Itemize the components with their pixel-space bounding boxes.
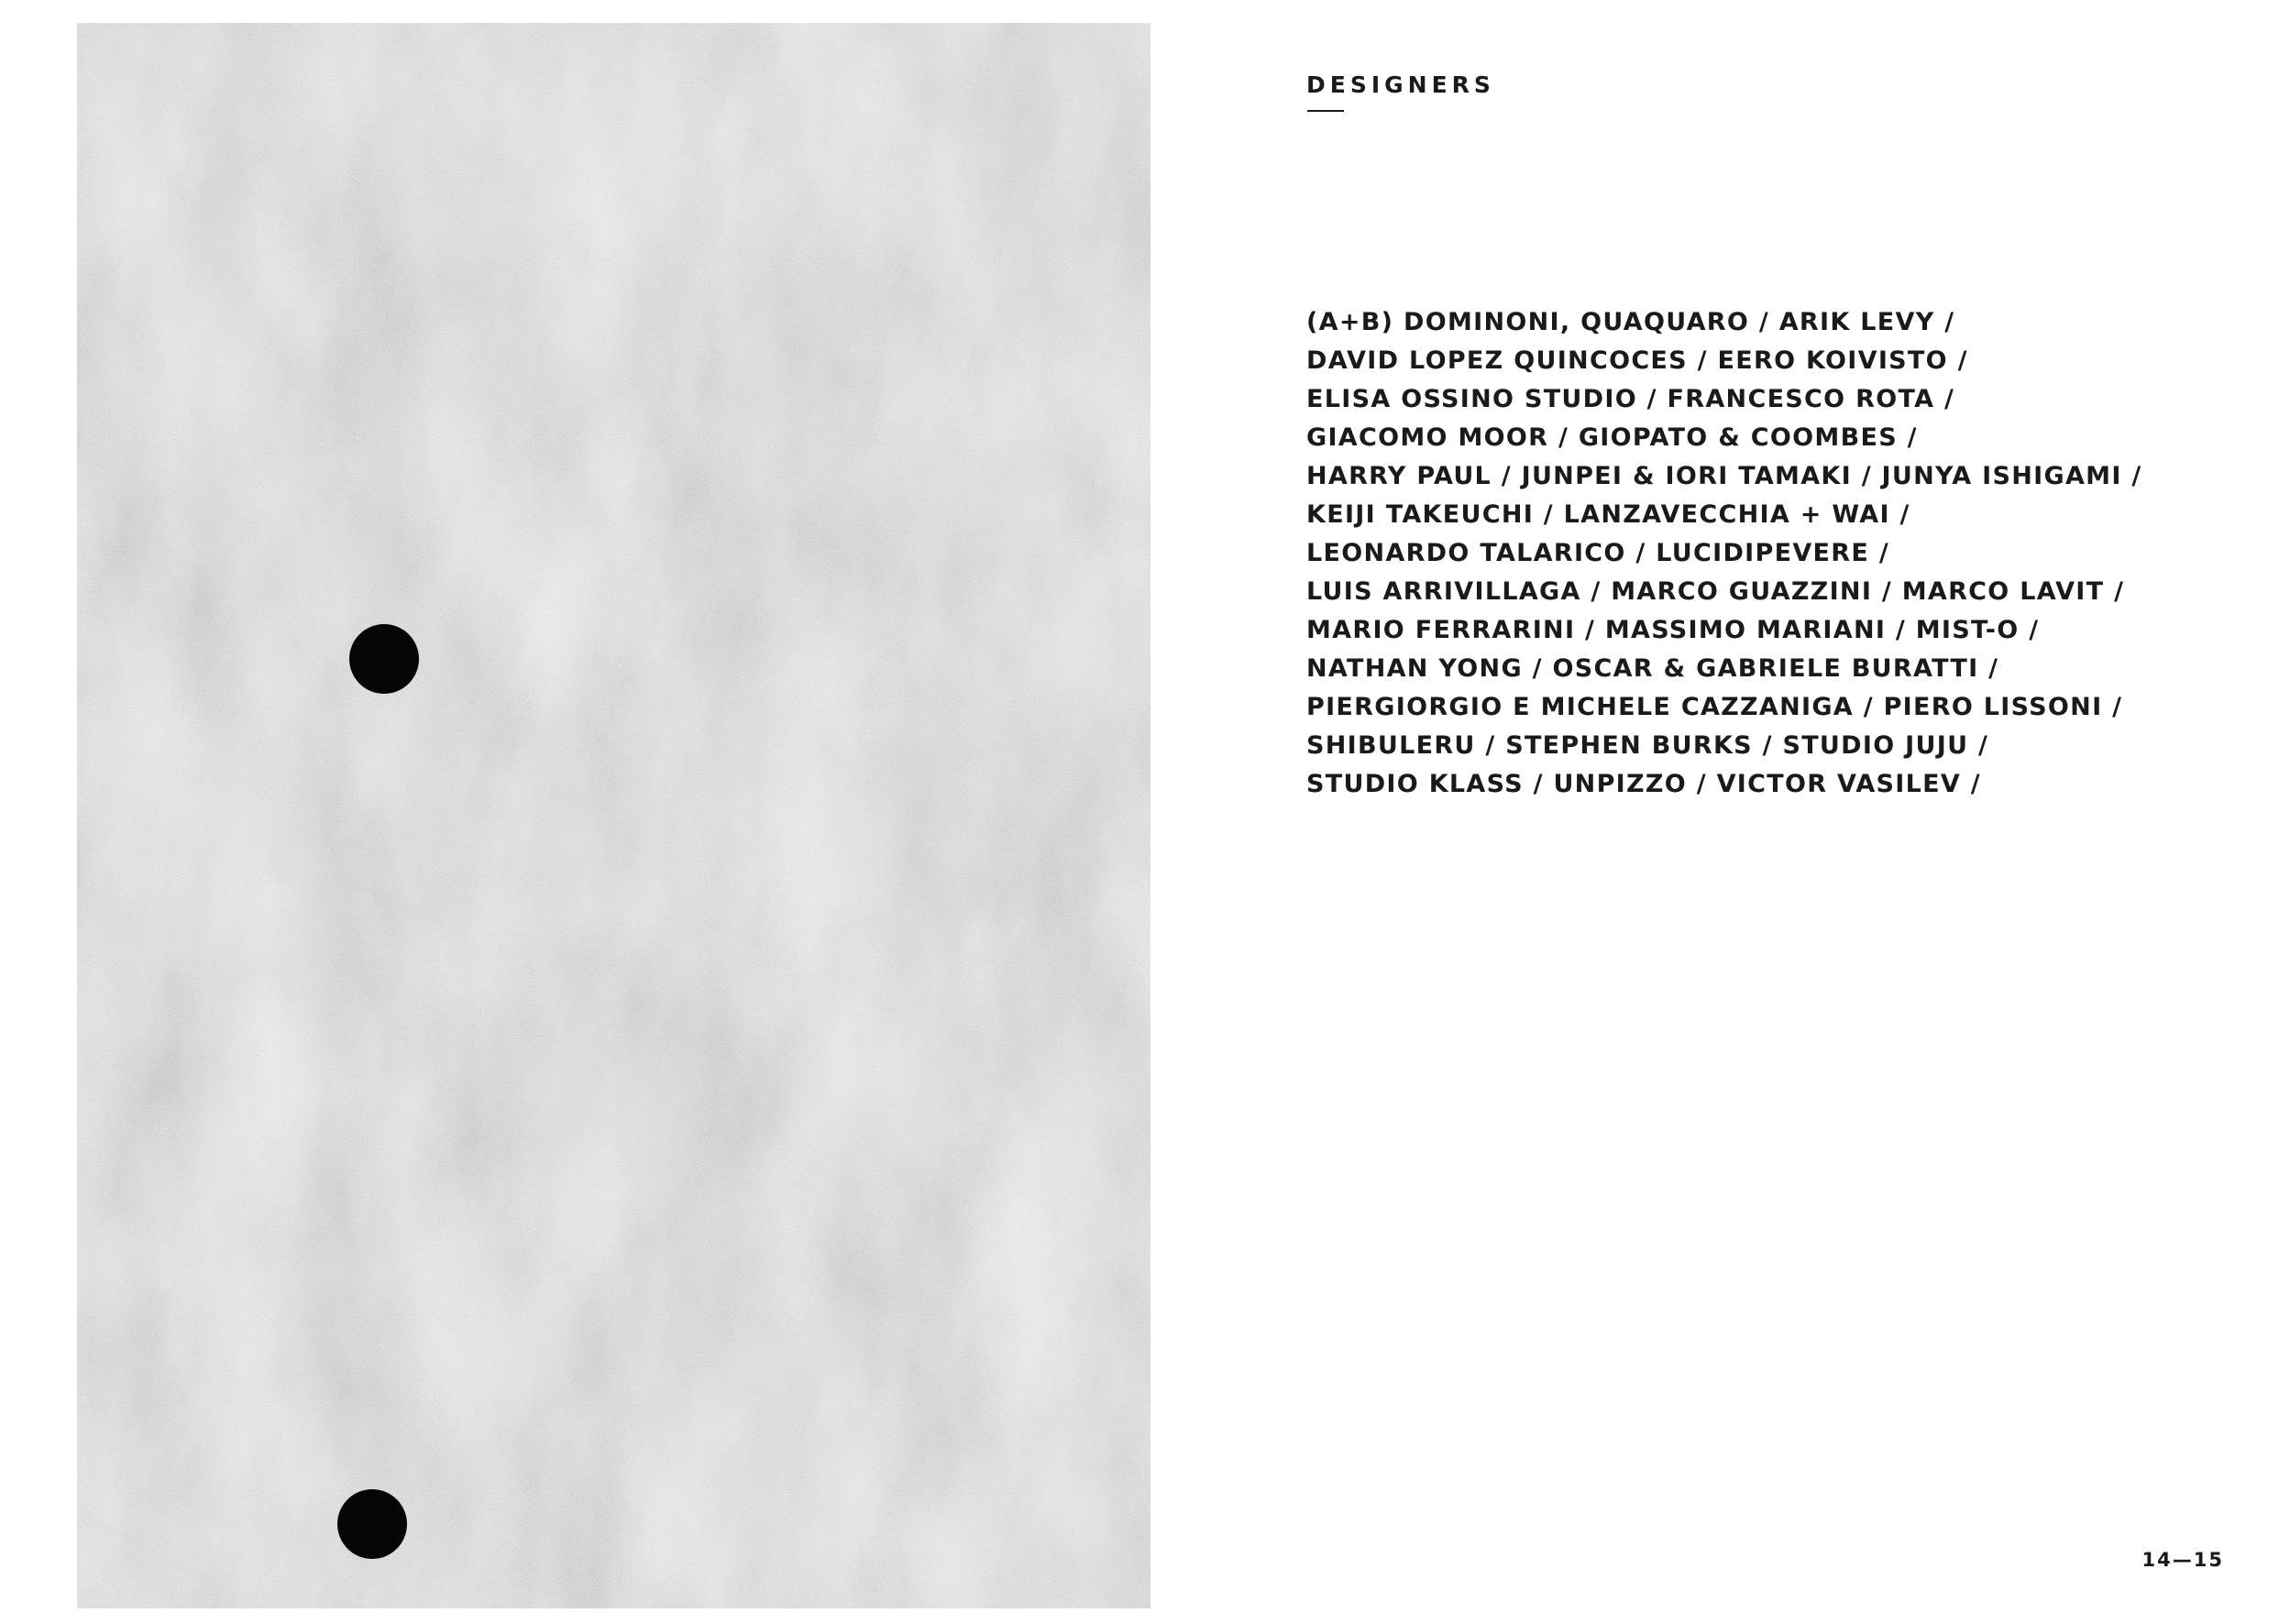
designer-line: ELISA OSSINO STUDIO / FRANCESCO ROTA / — [1306, 385, 1955, 413]
tie-hole-lower — [337, 1489, 407, 1559]
designer-line: KEIJI TAKEUCHI / LANZAVECCHIA + WAI / — [1306, 500, 1910, 529]
designer-line: NATHAN YONG / OSCAR & GABRIELE BURATTI / — [1306, 654, 1999, 683]
designer-line: (A+B) DOMINONI, QUAQUARO / ARIK LEVY / — [1306, 308, 1955, 336]
designer-line: GIACOMO MOOR / GIOPATO & COOMBES / — [1306, 423, 1918, 452]
tie-hole-upper — [349, 624, 419, 694]
page-number: 14—15 — [2141, 1549, 2224, 1571]
designer-line: DAVID LOPEZ QUINCOCES / EERO KOIVISTO / — [1306, 346, 1968, 375]
designer-list — [1306, 303, 2186, 804]
designer-line: LUIS ARRIVILLAGA / MARCO GUAZZINI / MARCO LAVIT / — [1306, 577, 2125, 606]
designer-line: PIERGIORGIO E MICHELE CAZZANIGA / PIERO LISSONI / — [1306, 693, 2123, 721]
concrete-texture-photo — [77, 23, 1151, 1608]
designer-line: STUDIO KLASS / UNPIZZO / VICTOR VASILEV / — [1306, 770, 1981, 798]
title-underline — [1307, 110, 1344, 112]
section-title: DESIGNERS — [1306, 71, 1495, 98]
designer-line: LEONARDO TALARICO / LUCIDIPEVERE / — [1306, 539, 1889, 567]
designer-line: SHIBULERU / STEPHEN BURKS / STUDIO JUJU / — [1306, 731, 1989, 760]
designer-line: MARIO FERRARINI / MASSIMO MARIANI / MIST-O / — [1306, 616, 2040, 644]
designer-line: HARRY PAUL / JUNPEI & IORI TAMAKI / JUNYA ISHIGAMI / — [1306, 462, 2142, 490]
